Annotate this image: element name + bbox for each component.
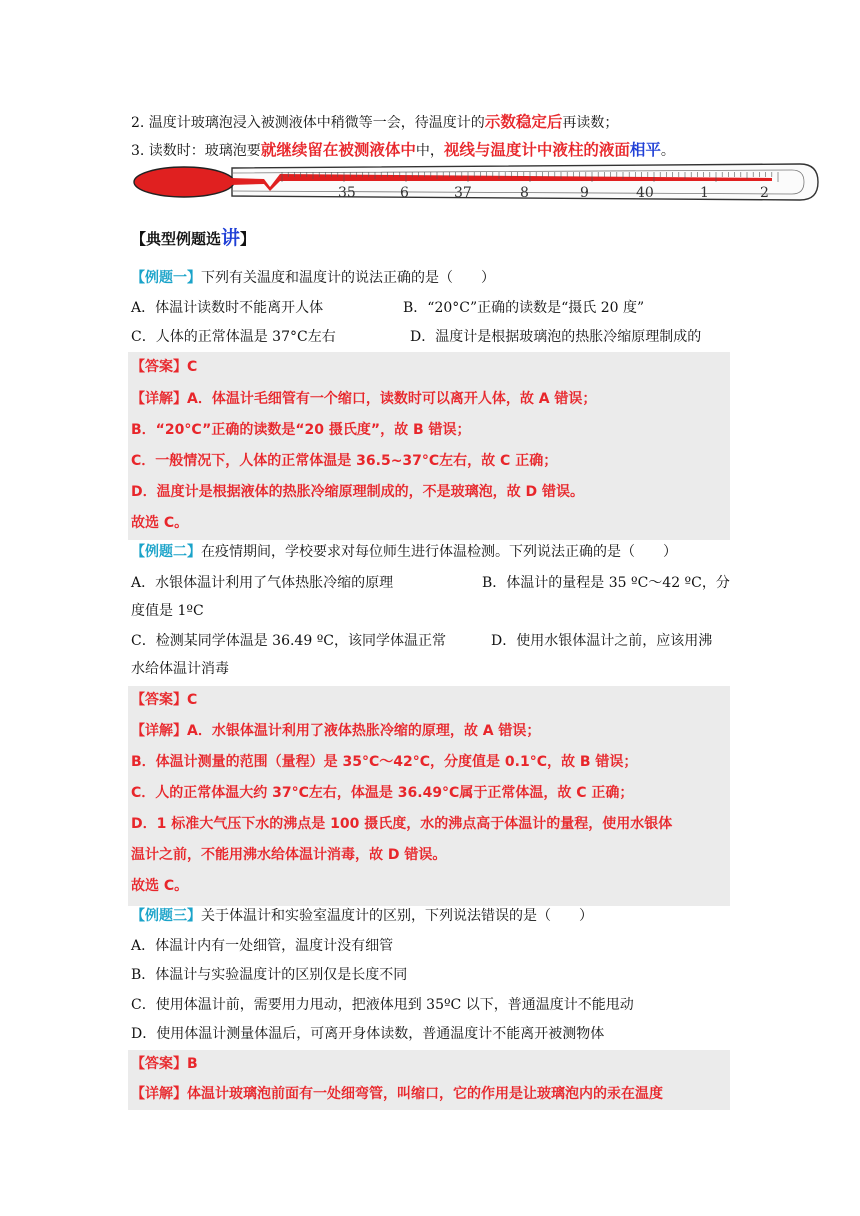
tick-label: 40 (636, 185, 654, 201)
ex2-option-b-cont: 度值是 1ºC (131, 603, 204, 619)
tick-label: 9 (580, 185, 589, 201)
ex1-option-d: D．温度计是根据玻璃泡的热胀冷缩原理制成的 (410, 329, 702, 345)
ex3-question: 【例题三】关于体温计和实验室温度计的区别，下列说法错误的是（ ） (131, 908, 593, 924)
tick-label: 8 (520, 185, 529, 201)
intro-line-2: 2. 温度计玻璃泡浸入被测液体中稍微等一会，待温度计的示数稳定后再读数； (131, 113, 619, 131)
ex2-option-b: B．体温计的量程是 35 ºC～42 ºC，分 (482, 575, 730, 591)
ex1-explain-5: 故选 C。 (131, 515, 189, 531)
ex2-option-d: D．使用水银体温计之前，应该用沸 (491, 633, 713, 649)
ex1-explain-1: 【详解】A．体温计毛细管有一个缩口，读数时可以离开人体，故 A 错误； (131, 391, 597, 407)
tick-label: 35 (338, 185, 356, 201)
ex3-answer: 【答案】B (131, 1056, 198, 1072)
ex2-option-c: C．检测某同学体温是 36.49 ºC，该同学体温正常 (131, 633, 446, 649)
ex2-option-a: A．水银体温计利用了气体热胀冷缩的原理 (131, 575, 394, 591)
ex2-answer: 【答案】C (131, 692, 198, 708)
ex3-option-b: B．体温计与实验温度计的区别仅是长度不同 (131, 967, 408, 983)
ex1-question: 【例题一】下列有关温度和温度计的说法正确的是（ ） (131, 270, 495, 286)
tick-label: 2 (760, 185, 769, 201)
tick-label: 6 (400, 185, 409, 201)
ex1-explain-4: D．温度计是根据液体的热胀冷缩原理制成的，不是玻璃泡，故 D 错误。 (131, 484, 584, 500)
tick-label: 1 (700, 185, 709, 201)
ex2-explain-1: 【详解】A．水银体温计利用了液体热胀冷缩的原理，故 A 错误； (131, 723, 541, 739)
ex2-explain-4-cont: 温计之前，不能用沸水给体温计消毒，故 D 错误。 (131, 847, 447, 863)
intro-line-3: 3. 读数时：玻璃泡要就继续留在被测液体中中，视线与温度计中液柱的液面相平。 (131, 141, 675, 159)
thermometer-bulb (134, 167, 234, 197)
ex2-explain-3: C．人的正常体温大约 37°C左右，体温是 36.49°C属于正常体温，故 C 正确； (131, 785, 634, 801)
ex1-explain-2: B．“20°C”正确的读数是“20 摄氏度”，故 B 错误； (131, 422, 471, 438)
ex1-option-c: C．人体的正常体温是 37°C左右 (131, 329, 336, 345)
thermometer-image (132, 160, 820, 204)
tick-label: 37 (454, 185, 472, 201)
ex3-option-a: A．体温计内有一处细管，温度计没有细管 (131, 938, 394, 954)
ex1-answer: 【答案】C (131, 359, 198, 375)
ex1-option-b: B．“20°C”正确的读数是“摄氏 20 度” (403, 300, 645, 316)
ex1-option-a: A．体温计读数时不能离开人体 (131, 300, 324, 316)
ex2-explain-5: 故选 C。 (131, 878, 189, 894)
ex2-explain-4: D．1 标准大气压下水的沸点是 100 摄氏度，水的沸点高于体温计的量程，使用水银体 (131, 816, 673, 832)
ex3-option-d: D．使用体温计测量体温后，可离开身体读数，普通温度计不能离开被测物体 (131, 1026, 605, 1042)
ex3-option-c: C．使用体温计前，需要用力甩动，把液体甩到 35ºC 以下，普通温度计不能甩动 (131, 997, 634, 1013)
ex1-answer-box (128, 352, 730, 540)
section-heading: 【典型例题选讲】 (131, 227, 256, 249)
ex2-explain-2: B．体温计测量的范围（量程）是 35°C～42°C，分度值是 0.1°C，故 B 错误； (131, 754, 638, 770)
ex2-option-d-cont: 水给体温计消毒 (131, 661, 229, 677)
ex2-question: 【例题二】在疫情期间，学校要求对每位师生进行体温检测。下列说法正确的是（ ） (131, 544, 677, 560)
ex1-explain-3: C．一般情况下，人体的正常体温是 36.5~37°C左右，故 C 正确； (131, 453, 558, 469)
ex3-explain-1: 【详解】体温计玻璃泡前面有一处细弯管，叫缩口，它的作用是让玻璃泡内的汞在温度 (131, 1086, 663, 1102)
